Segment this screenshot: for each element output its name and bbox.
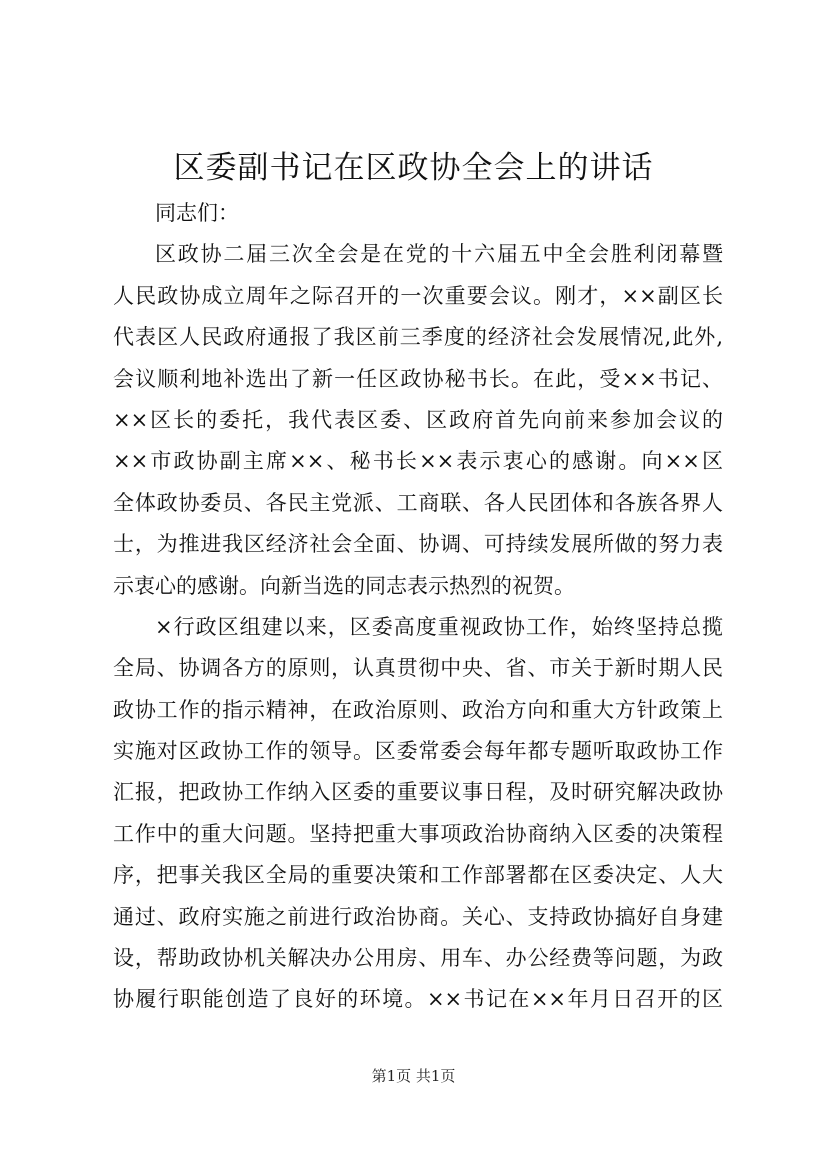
page-footer: 第1页 共1页 xyxy=(371,1067,456,1085)
paragraph-line: 会议顺利地补选出了新一任区政协秘书长。在此，受××书记、 xyxy=(113,366,723,391)
paragraph-line: 协履行职能创造了良好的环境。××书记在××年月日召开的区 xyxy=(113,987,723,1012)
paragraph-line: 人民政协成立周年之际召开的一次重要会议。刚才，××副区长 xyxy=(113,283,723,308)
paragraph-line: 通过、政府实施之前进行政治协商。关心、支持政协搞好自身建 xyxy=(113,904,723,929)
document-body xyxy=(113,193,723,1021)
paragraph-line: ×行政区组建以来，区委高度重视政协工作，始终坚持总揽 xyxy=(155,614,723,639)
paragraph-line: 政协工作的指示精神，在政治原则、政治方向和重大方针政策上 xyxy=(113,697,723,722)
paragraph-line: 实施对区政协工作的领导。区委常委会每年都专题听取政协工作 xyxy=(113,739,723,764)
paragraph-line: 区政协二届三次全会是在党的十六届五中全会胜利闭幕暨 xyxy=(155,242,723,267)
document-title: 区委副书记在区政协全会上的讲话 xyxy=(173,150,654,186)
paragraph-line: 设，帮助政协机关解决办公用房、用车、办公经费等问题，为政 xyxy=(113,946,723,971)
greeting: 同志们： xyxy=(155,201,239,225)
paragraph-line: 汇报，把政协工作纳入区委的重要议事日程，及时研究解决政协 xyxy=(113,780,723,805)
paragraph-line: 士，为推进我区经济社会全面、协调、可持续发展所做的努力表 xyxy=(113,532,723,557)
paragraph-line: 工作中的重大问题。坚持把重大事项政治协商纳入区委的决策程 xyxy=(113,821,723,846)
paragraph-line: 序，把事关我区全局的重要决策和工作部署都在区委决定、人大 xyxy=(113,863,723,888)
paragraph-line: ××区长的委托，我代表区委、区政府首先向前来参加会议的 xyxy=(113,407,723,432)
paragraph-line: 全局、协调各方的原则，认真贯彻中央、省、市关于新时期人民 xyxy=(113,656,723,681)
paragraph-line: ××市政协副主席××、秘书长××表示衷心的感谢。向××区 xyxy=(113,449,723,474)
paragraph-line: 代表区人民政府通报了我区前三季度的经济社会发展情况,此外, xyxy=(113,325,723,350)
paragraph-line: 全体政协委员、各民主党派、工商联、各人民团体和各族各界人 xyxy=(113,490,723,515)
paragraph-line: 示衷心的感谢。向新当选的同志表示热烈的祝贺。 xyxy=(113,573,575,598)
